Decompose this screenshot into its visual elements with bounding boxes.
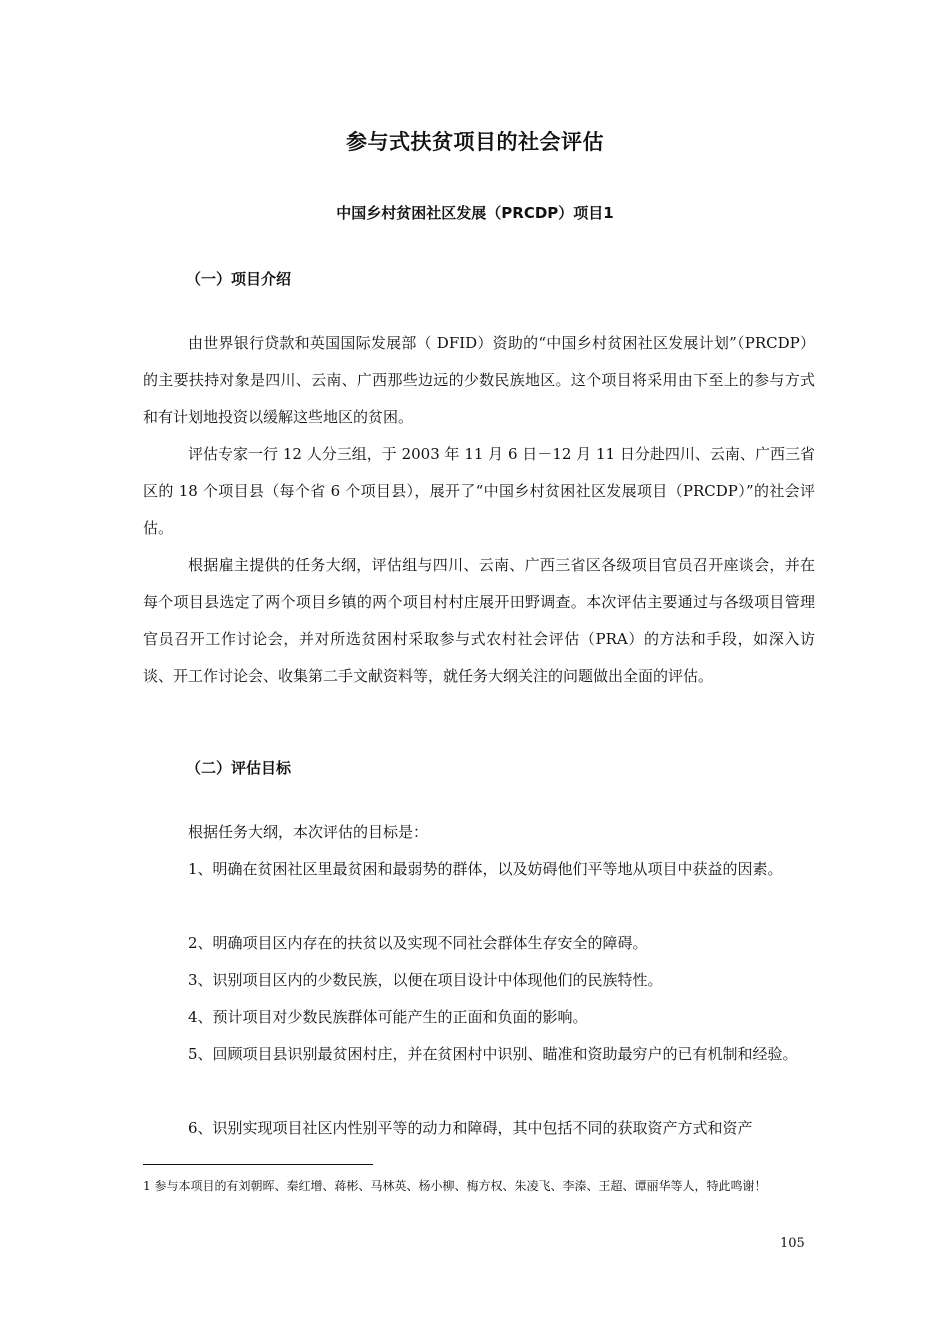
paragraph: 评估专家一行 12 人分三组，于 2003 年 11 月 6 日－12 月 11 日分赴四川、云南、广西三省区的 18 个项目县（每个省 6 个项目县），展开了“中国乡村贫困社区发展项目（PRCDP）”的社会评估。	[143, 445, 815, 537]
paragraph: 由世界银行贷款和英国国际发展部（ DFID）资助的“中国乡村贫困社区发展计划”（PRCDP）的主要扶持对象是四川、云南、广西那些边远的少数民族地区。这个项目将采用由下至上的参与方式和有计划地投资以缓解这些地区的贫困。	[143, 334, 815, 426]
footnote-divider	[143, 1164, 373, 1165]
page-number: 105	[780, 1236, 805, 1251]
list-item: 5、回顾项目县识别最贫困村庄，并在贫困村中识别、瞄准和资助最穷户的已有机制和经验。	[188, 1045, 798, 1063]
document-subtitle	[0, 202, 950, 223]
section-heading-introduction: （一）项目介绍	[186, 270, 292, 288]
list-item: 3、识别项目区内的少数民族，以便在项目设计中体现他们的民族特性。	[188, 971, 663, 989]
paragraph: 根据任务大纲，本次评估的目标是：	[188, 823, 429, 841]
footnote: 1 参与本项目的有刘朝晖、秦红增、蒋彬、马林英、杨小柳、梅方权、朱凌飞、李溱、王超、谭丽华等人，特此鸣谢！	[143, 1179, 767, 1193]
list-item: 6、识别实现项目社区内性别平等的动力和障碍，其中包括不同的获取资产方式和资产	[188, 1119, 753, 1137]
footnote-reference: 1	[603, 204, 614, 222]
list-item: 2、明确项目区内存在的扶贫以及实现不同社会群体生存安全的障碍。	[188, 934, 648, 952]
document-title: 参与式扶贫项目的社会评估	[346, 130, 604, 154]
list-item: 4、预计项目对少数民族群体可能产生的正面和负面的影响。	[188, 1008, 588, 1026]
section-heading-objectives: （二）评估目标	[186, 759, 292, 777]
subtitle-text: 中国乡村贫困社区发展（PRCDP）项目	[336, 204, 604, 222]
list-item: 1、明确在贫困社区里最贫困和最弱势的群体，以及妨碍他们平等地从项目中获益的因素。	[188, 860, 783, 878]
paragraph: 根据雇主提供的任务大纲，评估组与四川、云南、广西三省区各级项目官员召开座谈会，并在每个项目县选定了两个项目乡镇的两个项目村村庄展开田野调查。本次评估主要通过与各级项目管理官员召开工作讨论会，并对所选贫困村采取参与式农村社会评估（PRA）的方法和手段，如深入访谈、开工作讨论会、收集第二手文献资料等，就任务大纲关注的问题做出全面的评估。	[143, 556, 815, 685]
